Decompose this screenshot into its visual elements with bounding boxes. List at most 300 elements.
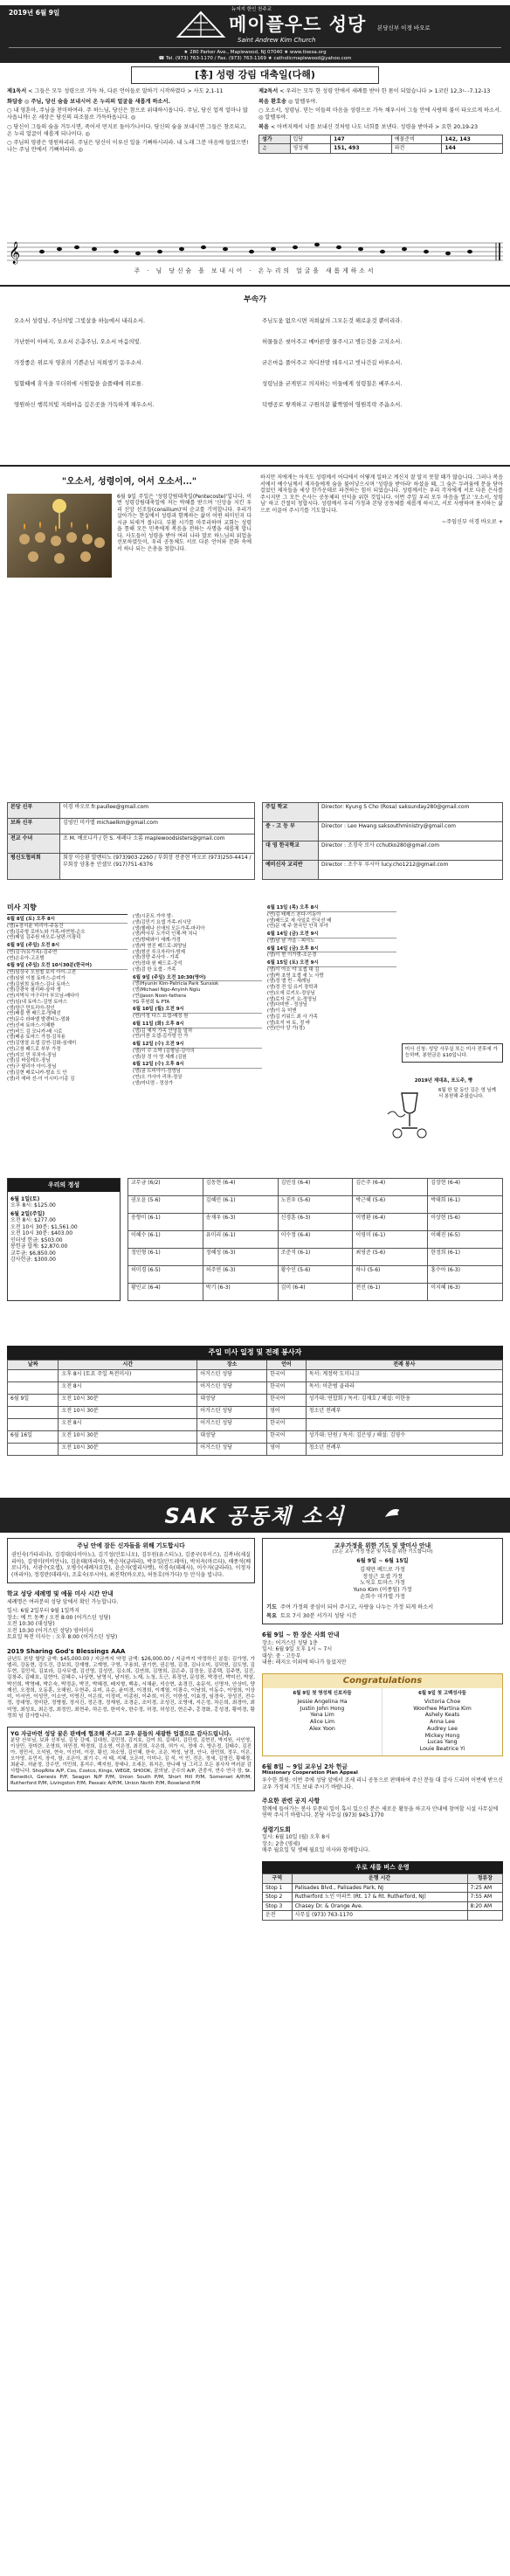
first-communion-list — [263, 1688, 382, 1755]
mass-intention-item: (생)+장서윤 마리아-주동건 — [7, 923, 64, 929]
mass-intention-item: (생)호지 씨 토, 정 바 — [266, 1020, 311, 1026]
mass-date-heading: 6월 13일 (목) 오후 8시 — [267, 905, 396, 912]
member-cell: 김장현 (6-4) — [428, 1179, 503, 1196]
mass-intention-item: (연)비드 김 모니카-배 시로 — [7, 1028, 63, 1035]
gospel-alleluia: ◎ 알렐루야. — [288, 98, 318, 105]
blessings-title: 2019 Sharing God's Blessings AAA — [7, 1647, 126, 1655]
duty-cell: 오후 8시 (토요 주일 특전미사) — [59, 1369, 197, 1381]
sequence-right — [262, 310, 494, 422]
sequence-line: 가장좋은 위로자 영혼의 기쁜손님 저희생기 돋우소서. — [14, 359, 144, 367]
member-cell: 박근혜 (5-6) — [353, 1196, 428, 1214]
mass-date-heading: 6월 15일 (토) 오전 9시 — [267, 960, 396, 967]
bus-cell: 7:25 AM — [467, 1883, 502, 1893]
member-cell: 최영준 (5-6) — [353, 1249, 428, 1266]
mass-intention-item: (연)이찬 요셉-김가영 안 가 — [133, 1034, 189, 1040]
mass-intention-item: (연)Jason Noon-fathera — [133, 993, 187, 999]
member-cell: 정민형 (6-1) — [128, 1249, 203, 1266]
member-cell: 김민성 (6-4) — [278, 1179, 353, 1196]
first-communion-names — [265, 1699, 379, 1733]
member-cell: 신경훈 (6-3) — [278, 1214, 353, 1231]
feast-title: [홍] 성령 강림 대축일(다해) — [131, 66, 379, 84]
letter-body-left: 6월 9일 주일은 '성령강림대축일(Pentecoste)'입니다. 이번 성령강림대축일에 저는 박해를 받으며 '신앙을 지킨 우리 신앙 선조들(consilium)'의 순교를 기억합니다. 우리가 살아가는 현실에서 성령과 함께하는 삶이 어떤 의미인지 다시금 되새겨 봅니다. 부활 시기를 마무리하며 교회는 성령을 통해 모든 민족에게 복음을 전하는 사명을 새롭게 합니다. 사도들이 성령을 받아 여러 나라 말로 하느님의 위업을 선포하였듯이, 우리 공동체도 서로 다른 언어와 문화 속에서 하나 되는 은총을 청합니다. — [117, 493, 252, 552]
duty-cell: 6월 9일 — [8, 1394, 59, 1406]
mass-intention-item: (생)양근 만트리아-장인 — [7, 1005, 55, 1011]
mass-date-heading: 6월 11일 (화) 오후 8시 — [133, 1021, 262, 1028]
home-visit-families — [266, 1567, 499, 1601]
mass-intention-item: (생)미디엄 - 정상가 — [133, 1080, 174, 1086]
members-table — [128, 1178, 503, 1301]
member-cell: 이지혜 (6-3) — [428, 1284, 503, 1301]
blessings-appeal — [7, 1648, 255, 1720]
hymn-cell: 144 — [442, 144, 503, 154]
mass-intention-item: (생)이 아소 야 요셉 대 김 — [266, 966, 320, 973]
psalm-verse-3: ○ 주님의 영광은 영원하리라. 주님은 당신이 이루신 일을 기뻐하시리라. 내 노래 그분 마음에 들었으면! 나는 주님 안에서 기뻐하리라. ◎ — [7, 140, 249, 153]
mass-intention-item: (생)이 현 이가렛-조은경 — [266, 952, 317, 959]
hymn-cell: 142, 143 — [442, 135, 503, 144]
duty-cell — [8, 1443, 59, 1455]
mass-intention-item: (생)로자 로키 요-정영님 — [266, 996, 317, 1002]
readings-section — [0, 66, 510, 281]
home-visit-family: Yuno Kim (이종임) 가정 — [353, 1587, 412, 1594]
prayer-meeting-text: 일시: 6월 10일 (월) 오후 8시 장소: 2층 (영세) 매주 월요일 및 셋째 월요일 미사와 함께합니다. — [262, 1834, 370, 1854]
mass-intention-item: (연)지박식 아구리아 부모님-배다아 — [7, 994, 79, 999]
bus-row — [263, 1883, 503, 1893]
finance-line: 교무금: $6,850.00 — [10, 1250, 56, 1257]
member-cell: 황수인 (5-6) — [278, 1266, 353, 1284]
first-reading-label: 제1독서 — [7, 87, 27, 94]
mass-intention-item: (연)지브 민 루치아-장님 — [7, 1052, 57, 1058]
bus-row — [263, 1893, 503, 1902]
bus-cell: Palisades Blvd., Palisades Park, NJ — [292, 1883, 467, 1893]
mass-intentions-col3 — [267, 904, 396, 1086]
member-row — [128, 1179, 503, 1196]
liturgy-duty-title: 주일 미사 일정 및 전례 봉사자 — [7, 1346, 503, 1360]
finance-line: 봉헌금 합계: $2,870.00 — [10, 1243, 68, 1250]
duty-cell: 오전 10시 30분 — [59, 1394, 197, 1406]
sequence-line: 성령님을 굳게믿고 의지하는 이들에게 성령칠은 베푸소서. — [262, 380, 403, 388]
home-visit-family: 노석호 토마스 가정 — [360, 1580, 405, 1587]
staff-contact: 회장 이승환 발렌티노 (973)903-2260 / 부회장 전중현 바오로 (973)250-4414 / 부회장 양홍용 안셀모 (917)751-6376 — [60, 854, 255, 880]
sak-title: SAK 공동체 소식 — [164, 1504, 346, 1528]
staff-contact: Director : 조경숙 로사 cchutko280@gmail.com — [319, 841, 503, 861]
duty-cell: 어거스틴 성당 — [197, 1381, 267, 1394]
member-cell: 정혜성 (6-3) — [203, 1249, 278, 1266]
duty-header-row — [8, 1361, 503, 1370]
deceased-prayer-title: 주님 안에 잠든 신자들을 위해 기도합시다 — [77, 1542, 185, 1549]
section-divider — [0, 465, 510, 467]
mass-intention-item: (생)시몬트 가야 발- — [133, 914, 174, 919]
mass-date-heading: 6월 12일 (수) 오전 9시 — [133, 1042, 262, 1049]
duty-row — [8, 1369, 503, 1381]
mission-subtitle: Missionary Cooperation Plan Appeal — [262, 1770, 358, 1776]
liturgy-duty-table — [7, 1360, 503, 1456]
mass-intention-item: (생)이 유 미앤 — [266, 1008, 297, 1014]
duty-cell: 청소년 전례부 — [306, 1406, 502, 1418]
sequence-line: 허물들은 씻어주고 메마른땅 물주시고 병든것을 고치소서. — [262, 338, 403, 346]
mass-date-heading: 6월 12일 (수) 오후 8시 — [133, 1062, 262, 1069]
home-visit-week: 6월 9일 ~ 6월 15일 — [356, 1558, 409, 1565]
pentecost-painting-image — [7, 494, 112, 578]
yg-notice-text: 분당 산부님, 보좌 신부님, 김상 강예, 김대원, 김민정, 김지호, 김여 희, 김혜리, 김민성, 김현진, 박지원, 서인영, 이상민, 장미란, 조영희, 허민경, 박경희, 김소영, 이은정, 최진희, 우은희, 허가 시, 정애 수, 방은정, 김태수, 김진아, 정민서, 오석원, 현숙, 이선미, 이장, 황선, 차소영, 김인혜, 한숙, 조은, 박성, 남경, 안나, 장민희, 정우, 이은, 오아영, 유민지, 장석, 함, 조은아, 최기 수, 서 태, 지혜, 오은미, 이미나, 김 석, 이 빈, 전은, 정세, 김영진, 황혜경, 최윤주, 허윤정, 강수민, 이민희, 홍지수, 백지원, 장예나, 오세은, 류지은, 한나래 님 그리고 모든 봉사자 여러분 감사합니다. ShopRite A/P, Cos, Costco, Kings, WEGE, SHOOK, 꿈의날, 군수의 A/P, 관중서, 연수 연극 장, St. Benedict, Genesis P/P, Seagon N/P P/M, Union South P/M, Short Hill P/M, Somerset A/P/M, Rutherford P/M, Livingston P/M, Passaic A/P/M, Union North P/M, Roseland P/M — [10, 1738, 252, 1786]
mass-date-heading: 6월 14일 (금) 오후 8시 — [267, 946, 396, 953]
mass-intentions-section — [0, 904, 510, 1174]
mass-intention-item: (생)권 트비아이-정영님 — [133, 1069, 181, 1074]
bus-cell: 사무실 (973) 763-1170 — [292, 1911, 467, 1921]
member-cell: 황인교 (6-4) — [128, 1284, 203, 1301]
church-name: 메이플우드 성당 — [229, 13, 367, 35]
duty-cell: 오전 8시 — [59, 1418, 197, 1430]
sequence-title: 부속가 — [243, 295, 267, 304]
readings-right-column — [258, 87, 503, 155]
mass-intention-item: (연)김영열 요셉 김연-김화-심예미 — [7, 1041, 77, 1046]
music-lyric: 주 · 님 당신숨 을 보내시어 · 온누리의 얼굴을 새롭게하소서 — [134, 267, 376, 274]
member-row — [128, 1249, 503, 1266]
staff-role: 보좌 신부 — [8, 819, 60, 834]
member-cell: 허미경 (6-5) — [128, 1266, 203, 1284]
sequence-line: 가난한이 아버지, 오소서 은총주님, 오소서 마음의빛. — [14, 338, 141, 346]
duty-cell: 성가대: 단원 / 독서: 김은영 / 해설: 김영수 — [306, 1430, 502, 1443]
mass-intentions-col2 — [133, 904, 262, 1086]
sak-banner — [0, 1498, 510, 1533]
mass-date-heading: 6월 9일 (주일) 오전 8시 — [7, 943, 128, 950]
duty-header-cell: 장소 — [197, 1361, 267, 1370]
home-visit-family: 손희수 미카엘 가정 — [360, 1593, 405, 1600]
duty-cell: 독서: 이춘범 골라라 — [306, 1381, 502, 1394]
duty-row — [8, 1443, 503, 1455]
member-cell: 송향미 (6-1) — [128, 1214, 203, 1231]
first-communion-info — [262, 1631, 503, 1665]
congratulations-box — [262, 1673, 503, 1756]
duty-cell — [8, 1418, 59, 1430]
bus-title: 우로 새롭 버스 운영 — [262, 1861, 503, 1874]
duty-header-cell: 언어 — [267, 1361, 307, 1370]
sequence-line: 주님도움 없으시면 저희삶의 그모든것 해로운것 뿐이리라. — [262, 317, 403, 325]
section-divider — [0, 285, 510, 287]
member-cell: 이혜수 (6-1) — [128, 1231, 203, 1249]
duty-cell: 성가대: 연합회 / 독서: 김재호 / 해설: 이한웅 — [306, 1394, 502, 1406]
finance-date: 6월 1일(토) — [10, 1195, 40, 1202]
mass-intention-item: (생)강광욱 필리파-숲마 생 — [7, 987, 61, 994]
hymn-cell: 151, 493 — [331, 144, 392, 154]
bus-table — [262, 1873, 503, 1921]
staff-row — [263, 803, 503, 822]
volunteer-notice — [262, 1797, 503, 1818]
sequence-left — [14, 310, 246, 422]
duty-cell — [8, 1369, 59, 1381]
mass-intention-item: (생)이 수 소박 (김형님-김아의 — [133, 1048, 195, 1054]
hymn-cell: 입당 — [290, 135, 331, 144]
mass-intention-item: (생)김주형 로마노와 가족-마연명-순오 — [7, 929, 86, 935]
first-confession-name: Audrey Lee — [427, 1725, 458, 1732]
mass-intention-item: (생)다미앤 - 정상님 — [266, 1002, 307, 1008]
member-row — [128, 1284, 503, 1301]
bulletin-date: 2019년 6월 9일 — [9, 9, 60, 17]
duty-cell: 한국어 — [267, 1418, 307, 1430]
duty-cell: 한국어 — [267, 1430, 307, 1443]
member-cell: 김동현 (6-4) — [203, 1179, 278, 1196]
staff-contact: 김영민 미카엘 michaelkm@gmail.com — [60, 819, 255, 834]
member-row — [128, 1196, 503, 1214]
staff-role: 예비신자 교리반 — [263, 861, 319, 880]
mass-intentions-col1 — [7, 917, 128, 1082]
finance-box — [7, 1178, 121, 1301]
sequence-line: 영원하신 행복의빛 저희마음 깊은곳을 가득하게 채우소서. — [14, 401, 155, 409]
church-subtitle: 뉴저지 한인 천주교 — [231, 7, 272, 12]
duty-row — [8, 1418, 503, 1430]
school-notice-text: 세례명은 여러분의 성당 앞에서 확인 가능합니다. — [7, 1598, 119, 1605]
mass-date-heading: 6월 8일 (토) 오후 8시 — [7, 917, 128, 924]
member-cell: 이수정 (6-4) — [278, 1231, 353, 1249]
bus-cell: Stop 1 — [263, 1883, 293, 1893]
mass-intention-item: (연)고창 페드로 부부 가정 — [7, 1046, 61, 1052]
staff-role: 중 · 고 등 부 — [263, 822, 319, 841]
staff-row — [263, 841, 503, 861]
staff-row — [8, 819, 255, 834]
member-cell: 허주연 (6-3) — [203, 1266, 278, 1284]
duty-cell: 오전 8시 — [59, 1381, 197, 1394]
first-confession-name: Ashely Keats — [424, 1712, 460, 1719]
first-confession-name: Mickey Hong — [424, 1732, 460, 1739]
hymn-cell: 영성체 — [290, 144, 331, 154]
member-cell: 노진우 (5-6) — [278, 1196, 353, 1214]
altar-offering-box — [384, 1078, 503, 1140]
member-cell: 송재우 (6-3) — [203, 1214, 278, 1231]
duty-cell: 어거스틴 성당 — [197, 1406, 267, 1418]
first-confession-list-header: 6월 9일 첫 고백성사들 — [418, 1691, 466, 1697]
duty-row — [8, 1381, 503, 1394]
mass-intention-item: (생)임원 이철 토마스-순미가 — [7, 975, 65, 981]
liturgy-duty-section — [0, 1346, 510, 1466]
staff-role: 대 영 한국학교 — [263, 841, 319, 861]
member-cell: 교무금 (6/2) — [128, 1179, 203, 1196]
letter-signature: ~주임신부 이경 바오로 + — [441, 519, 503, 525]
duty-cell: 오전 10시 30분 — [59, 1430, 197, 1443]
finance-line: 오전 10시 30분: $1,561.00 — [10, 1223, 78, 1230]
finance-title: 우리의 정성 — [8, 1179, 120, 1192]
duty-header-cell: 시간 — [59, 1361, 197, 1370]
volunteer-title: 주요한 관련 공지 사항 — [262, 1797, 320, 1805]
member-cell: 김미 (6-4) — [278, 1284, 353, 1301]
letter-right-column — [260, 474, 503, 581]
hymn-table — [258, 135, 503, 154]
first-communicant-name: Alex Yoon — [309, 1725, 335, 1732]
bus-header-cell: 운행 시간 — [292, 1874, 467, 1884]
deceased-prayer-text: 권인숙(가타리나), 김경대(다미아노), 김기성(안토니오), 김두원(유스티노), 김중구(루이스), 김복녀(세실리아), 김영미(비비안나), 김윤태(마리아), 박순자(글라라), 박우일(안드레아), 박치옥(마르타), 배종석(베로니카), 서광수(요셉), 오병수(세례자요한), 윤순자(엘리사벳), 이경숙(데레사), 이수자(글라라), 이정자(마리아), 정경란(데레사), 조효숙(루시아), 최진학(바오로), 허동호(아가다) 등 안식을 빕니다. — [11, 1552, 251, 1578]
member-cell: 한정희 (6-1) — [428, 1249, 503, 1266]
mass-intention-item: (연)선씨 토마스-이혜환 — [7, 1022, 55, 1028]
mass-intention-item: (연)문 예 주 한국인 안치 루아 — [266, 924, 328, 930]
finance-date: 6월 2일(주일) — [10, 1210, 45, 1217]
mass-intention-item: YG 후원회 & PTA — [133, 999, 170, 1005]
hymn-cell: 147 — [331, 135, 392, 144]
hymn-row — [259, 135, 503, 144]
psalm-label: 화답송 — [7, 98, 23, 105]
bus-row — [263, 1901, 503, 1911]
gospel-acclamation-label: 복음 환호송 — [258, 98, 287, 105]
mass-intention-item: (생)김 키워드 최 사 가족 — [266, 1014, 318, 1020]
duty-row — [8, 1406, 503, 1418]
first-communicant-name: Jessie Angelina Ha — [297, 1698, 348, 1705]
deceased-prayer-box — [7, 1538, 255, 1583]
blessings-text: 금년도 본당 할당 금액: $45,000.00 / 지금까지 약정 금액: $26,000.00 / 지금까지 약정하신 분들: 김가영, 가엘리, 강동현, 강도건, 강보희, 강재형, 고계영, 구영, 구용희, 권기현, 권은영, 김경, 김나오미, 김덕헌, 김도영, 김두현, 김민석, 김보라, 김사무엘, 김선영, 김성민, 김소희, 김연희, 김영희, 김은주, 김정웅, 김종택, 김주현, 김진, 김창주, 김태호, 김현아, 김혜수, 나상현, 남영식, 남지원, 노재, 노청, 도근, 류정연, 문성찬, 박경선, 박미선, 박삼, 박선희, 박영배, 박은숙, 박정운, 박진, 박혜경, 배지형, 백송, 서채윤, 석승현, 송경진, 송문석, 신명자, 안상미, 양재선, 오경희, 오동훈, 오해원, 우현주, 유미, 유순, 윤미경, 이경희, 이계열, 이광수, 이남희, 이동수, 이명희, 이상미, 이서연, 이성민, 이소연, 이영진, 이은희, 이정미, 이종원, 이주희, 이진, 이한성, 이효정, 임경숙, 장성진, 전수정, 정대영, 정미란, 정병철, 정서진, 정은경, 정재원, 조경순, 조미경, 조성진, 조영애, 지은정, 차은희, 최경아, 최미영, 최성호, 최은정, 최정민, 최현주, 하은정, 한미숙, 한수정, 허경, 허성진, 현은주, 홍경화, 홍성경, 황미경, 황정희 님 감사합니다. — [7, 1656, 255, 1719]
member-cell: 권오윤 (5-6) — [128, 1196, 203, 1214]
duty-cell: 독서: 계정락 도미니크 — [306, 1369, 502, 1381]
duty-cell — [8, 1406, 59, 1418]
church-address: ★ 280 Parker Ave., Maplewood, NJ 07040 ★ www.tisesa.org — [183, 50, 327, 55]
church-contact: ☎ Tel. (973) 763-1170 / Fax. (973) 763-1169 ★ catholicmaplewood@yahoo.com — [158, 56, 352, 61]
header-divider — [9, 47, 501, 48]
staff-role: 평신도협의회 — [8, 854, 60, 880]
mass-intention-item: (생)김 바실레오-장님 — [7, 1058, 51, 1064]
church-english-name: Saint Andrew Kim Church — [238, 37, 316, 44]
staff-contact: 조 M. 베로니카 / 한 S. 세레나 소롬 maplewoodsisters@gmail.com — [60, 834, 255, 854]
first-confession-names — [385, 1699, 500, 1753]
sequence-section — [0, 295, 510, 461]
bus-cell: 7:55 AM — [467, 1893, 502, 1902]
mass-intention-item: (생)Hyunin Kim-Patricia Park Sunsiok — [133, 981, 219, 987]
mass-intention-item: (연)오 가사아 리하-정상 — [133, 1074, 183, 1080]
duty-cell: 대성당 — [197, 1394, 267, 1406]
mass-intention-item: (생)장 정 아 영 세례 (김원 — [133, 1054, 187, 1060]
letter-title: "오소서, 성령이여, 어서 오소서..." — [61, 477, 197, 487]
mass-intention-item: (연)이정 다스 요셉-배정 원 — [133, 1014, 189, 1019]
sak-right-column — [262, 1538, 503, 1921]
mass-intention-item: (연)김 테레스 본다-이동아 — [266, 911, 321, 918]
finance-line: 오후 8시: $125.00 — [10, 1202, 56, 1209]
mass-intention-item: (생)남 남 가을 - 피아노 — [266, 938, 315, 944]
home-visit-subtitle: (모든 교우 가정 방문 및 사목을 위한 기도합니다) — [332, 1549, 433, 1555]
yg-notice — [7, 1727, 255, 1791]
staff-contact: 이경 바오로 fr.paullee@gmail.com — [60, 803, 255, 819]
bus-header-cell: 구역 — [263, 1874, 293, 1884]
member-cell: 조준석 (6-1) — [278, 1249, 353, 1266]
mass-intention-item: (연)메일 김주원 바오로-남편-이광덕 — [7, 935, 81, 941]
pastor-letter-section — [0, 470, 510, 797]
mass-intention-item: (생)검 한 요셉 - 가족 — [133, 966, 176, 973]
duty-cell: 한국어 — [267, 1369, 307, 1381]
bus-header-row — [263, 1874, 503, 1884]
prayer-label: 기도 — [266, 1603, 277, 1610]
staff-role: 본당 신부 — [8, 803, 60, 819]
mass-intention-item: (생)Michael Ngo-Anyinh Nglu — [133, 987, 201, 993]
member-cell: 김혜민 (6-1) — [203, 1196, 278, 1214]
duty-header-cell: 전례 봉사 — [306, 1361, 502, 1370]
duty-row — [8, 1430, 503, 1443]
sak-content — [0, 1538, 510, 2569]
mass-intention-item: (생)김원희 토마스-김나 토마스 — [7, 981, 71, 987]
finance-line: 오전 8시: $277.00 — [10, 1217, 56, 1224]
mass-intention-item: (생)정 엘 빈 - 세례님 — [266, 979, 311, 985]
member-cell: 박기 (6-3) — [203, 1284, 278, 1301]
mass-intention-item: (생)헬레나 신애의 모든가족-마리아 — [133, 925, 205, 931]
bus-cell: Rutherford 노인 아파트 (Rt. 17 & Rt. Rutherford, NJ) — [292, 1893, 467, 1902]
bread-label: 목요 — [266, 1613, 277, 1620]
mission-appeal — [262, 1763, 503, 1790]
bread-and-wine-icon — [384, 1088, 435, 1140]
first-confession-name: Louie Beatrice Yi — [419, 1746, 465, 1753]
first-communion-text: 장소: 어거스틴 성당 1층 일시: 6월 9일 오후 1시 ~ 7시 대상: 중 · 고등부 내용: 레지오 이외에 떠나가 들었지만 — [262, 1639, 347, 1666]
duty-cell: 한국어 — [267, 1394, 307, 1406]
mission-text: 우수한 회원: 이번 주에 성당 앞에서 조세 리니 공동으로 판매하여 주신 분들 대 감사 드리며 이번에 받으신 교우 가정의 기도 보내 주시기 바랍니다. — [262, 1777, 503, 1790]
mass-intention-item: (생)배드로 세 사일로 민국선 배 — [266, 918, 332, 924]
mass-intention-item: (연)배불 앤 배드로-명태선 — [7, 1011, 61, 1017]
offering-section — [0, 1178, 510, 1344]
sequence-line: 일할때에 휴식을 무더위에 시원함을 슬플때에 위로를. — [14, 380, 144, 388]
duty-row — [8, 1394, 503, 1406]
mass-intention-item: (생)박사무 노가덕 인체-박 치니 — [133, 931, 197, 938]
finance-line: 인터넷 헌금: $503.00 — [10, 1236, 63, 1243]
duty-cell: 영어 — [267, 1406, 307, 1418]
mass-intention-item: (연)문수 라파엘 발렌티노-엄화 — [7, 1017, 71, 1022]
staff-contact: Director: Kyung S Cho (Rosa) saksunday280@gmail.com — [319, 803, 503, 822]
mass-intention-item: (생)박 현진 베드로-최양님 — [133, 943, 187, 949]
school-notice-title: 학교 성당 세례명 및 예물 미사 시간 안내 — [7, 1590, 114, 1598]
bus-row — [263, 1911, 503, 1921]
finance-line: 오전 10시 30분: $403.00 — [10, 1230, 73, 1237]
mass-intention-item: (생)정양 주사아 - 가족 — [133, 955, 179, 961]
duty-cell — [8, 1381, 59, 1394]
mass-intention-item: (연)구 탈리아 아이-장님 — [7, 1064, 57, 1070]
prayer-meeting — [262, 1826, 503, 1854]
svg-text:𝄞: 𝄞 — [9, 242, 21, 264]
mass-intention-item: (생)배송 토마스 가정-김치용 — [7, 1035, 65, 1041]
staff-row — [8, 803, 255, 819]
sak-left-column — [7, 1538, 255, 1921]
bus-cell: 운전 — [263, 1911, 293, 1921]
sequence-line: 덕행공로 쌓게하고 구원의문 활짝열어 영원복락 주옵소서. — [262, 401, 403, 409]
mass-date-heading: 6월 14일 (금) 오전 9시 — [267, 931, 396, 938]
mass-intention-item: (생)형선 루크자리아-방제 — [133, 949, 185, 955]
school-notice — [7, 1590, 255, 1640]
hymn-cell: 파견 — [391, 144, 442, 154]
duty-cell: 6월 16일 — [8, 1430, 59, 1443]
bus-cell — [467, 1911, 502, 1921]
member-row — [128, 1231, 503, 1249]
first-communion-list-header: 6월 9일 첫 영성체 신보자들 — [293, 1691, 352, 1697]
first-confession-list — [382, 1688, 502, 1755]
home-visit-family: 정성근 요셉 가정 — [362, 1573, 403, 1580]
prayer-text: 주여 가정의 중심이 되어 주시고, 사랑을 나누는 가정 되게 하소서 — [279, 1603, 434, 1610]
member-cell: 박태희 (6-1) — [428, 1196, 503, 1214]
pastor-name: 본당신부 이경 바오로 — [377, 24, 431, 31]
first-communicant-name: Alice Lim — [309, 1719, 335, 1726]
member-row — [128, 1266, 503, 1284]
staff-contact: Director : 조수우 루시아 lucy.cho1212@gmail.com — [319, 861, 503, 880]
readings-left-column — [7, 87, 252, 155]
duty-cell: 대성당 — [197, 1430, 267, 1443]
member-cell: 김은주 (6-4) — [353, 1179, 428, 1196]
duty-cell: 어거스틴 성당 — [197, 1369, 267, 1381]
mass-intention-item: (생)리 에바 선-이 이시미-이종 김 — [7, 1076, 75, 1082]
bus-header-cell: 정류장 — [467, 1874, 502, 1884]
staff-role: 주일 학교 — [263, 803, 319, 822]
mass-intentions-title: 미사 지향 — [7, 904, 128, 915]
mission-title: 6월 8일 ~ 9일 교우님 2차 헌금 — [262, 1762, 348, 1770]
psalm-verse-2: ○ 당신이 그들의 숨을 거두시면, 죽어서 먼지로 돌아가나이다. 당신의 숨을 보내시면 그들은 창조되고, 온 누리 얼굴이 새롭게 되나이다. ◎ — [7, 123, 246, 137]
bread-text: 토요 7시 30분 서가지 성당 시간 — [279, 1613, 357, 1620]
mass-intention-item: (연)안아 앙 가(정) — [266, 1026, 305, 1032]
volunteer-text: 함께에 들어가는 봉사 부문의 일이 혹시 있으신 분은 새로운 활동을 하고자 안내에 참여할 시설 사무실에 연락 주시기 바랍니다. 본당 사무실 (973) 943-1770 — [262, 1805, 499, 1819]
duty-cell: 어거스틴 성당 — [197, 1418, 267, 1430]
staff-row — [8, 854, 255, 880]
member-cell: 홍수아 (6-3) — [428, 1266, 503, 1284]
altar-offering-note: 6월 한 달 동안 김은 영 님께서 봉헌해 주셨습니다. — [438, 1087, 496, 1099]
psalm-verse-1: ○ 내 영혼아, 주님을 찬미하여라. 주 하느님, 당신은 참으로 위대하시옵니다. 주님, 당신 업적 얼마나 많사옵니까! 온 세상은 당신의 피조물로 가득하옵니다. ◎ — [7, 107, 248, 121]
mass-intention-item: (연)임(내 토마스-김영 토마스 — [7, 999, 67, 1005]
duty-cell: 오전 10시 30분 — [59, 1406, 197, 1418]
first-communicant-name: Justin John Hong — [300, 1705, 345, 1712]
member-row — [128, 1214, 503, 1231]
